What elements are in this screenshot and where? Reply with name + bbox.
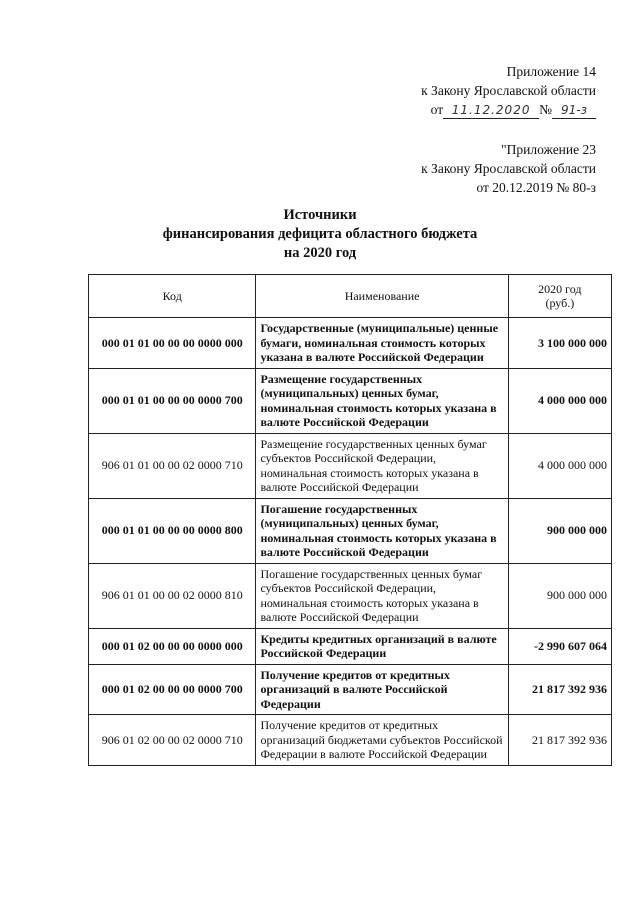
row-name: Размещение государственных (муниципальных) ценных бумаг, номинальная стоимость которых указана в валюте Российской Федерации (256, 368, 508, 433)
table-row (89, 563, 612, 628)
row-amount: 21 817 392 936 (508, 664, 611, 715)
header-amount-year: 2020 год (538, 281, 582, 296)
appendix-header (421, 62, 596, 119)
row-name: Кредиты кредитных организаций в валюте Российской Федерации (256, 628, 508, 664)
row-code: 000 01 01 00 00 00 0000 000 (89, 318, 256, 369)
row-code: 000 01 01 00 00 00 0000 800 (89, 498, 256, 563)
table-row (89, 433, 612, 498)
row-amount: 900 000 000 (508, 498, 611, 563)
title-line-1: Источники (283, 207, 357, 223)
row-code: 000 01 02 00 00 00 0000 700 (89, 664, 256, 715)
row-name: Государственные (муниципальные) ценные бумаги, номинальная стоимость которых указана в валюте Российской Федерации (256, 318, 508, 369)
appendix-date-line (421, 100, 596, 119)
header-code: Код (89, 275, 256, 318)
row-amount: 21 817 392 936 (508, 715, 611, 766)
document-title (0, 206, 640, 263)
row-name: Погашение государственных (муниципальных) ценных бумаг, номинальная стоимость которых указана в валюте Российской Федерации (256, 498, 508, 563)
appendix-law: к Закону Ярославской области (421, 83, 596, 98)
row-amount: 4 000 000 000 (508, 433, 611, 498)
header-amount-unit: (руб.) (545, 296, 575, 310)
handwritten-number: 91-з (552, 103, 596, 119)
table-row (89, 318, 612, 369)
row-code: 906 01 01 00 00 02 0000 810 (89, 563, 256, 628)
row-name: Получение кредитов от кредитных организаций бюджетами субъектов Российской Федерации в валюте Российской Федерации (256, 715, 508, 766)
row-code: 000 01 02 00 00 00 0000 000 (89, 628, 256, 664)
number-sign: № (539, 102, 552, 117)
table-row (89, 498, 612, 563)
date-prefix: от (430, 102, 444, 117)
appendix-number: Приложение 14 (506, 64, 596, 79)
row-name: Получение кредитов от кредитных организаций в валюте Российской Федерации (256, 664, 508, 715)
title-line-3: на 2020 год (283, 245, 357, 261)
table-row (89, 664, 612, 715)
row-amount: 3 100 000 000 (508, 318, 611, 369)
table-row (89, 368, 612, 433)
previous-appendix-date: от 20.12.2019 № 80-з (476, 180, 596, 195)
table-row (89, 715, 612, 766)
header-name: Наименование (256, 275, 508, 318)
table-header-row (89, 275, 612, 318)
row-name: Размещение государственных ценных бумаг субъектов Российской Федерации, номинальная стоимость которых указана в валюте Российской Федерации (256, 433, 508, 498)
row-name: Погашение государственных ценных бумаг субъектов Российской Федерации, номинальная стоимость которых указана в валюте Российской Федерации (256, 563, 508, 628)
row-amount: 900 000 000 (508, 563, 611, 628)
previous-appendix-header (421, 140, 596, 197)
row-amount: 4 000 000 000 (508, 368, 611, 433)
title-line-2: финансирования дефицита областного бюджета (162, 226, 478, 242)
previous-appendix-number: "Приложение 23 (501, 142, 596, 157)
previous-appendix-law: к Закону Ярославской области (421, 161, 596, 176)
row-code: 000 01 01 00 00 00 0000 700 (89, 368, 256, 433)
header-amount (508, 275, 611, 318)
row-code: 906 01 02 00 00 02 0000 710 (89, 715, 256, 766)
table-row (89, 628, 612, 664)
handwritten-date: 11.12.2020 (443, 103, 539, 119)
financing-sources-table (88, 274, 612, 766)
row-amount: -2 990 607 064 (508, 628, 611, 664)
row-code: 906 01 01 00 00 02 0000 710 (89, 433, 256, 498)
